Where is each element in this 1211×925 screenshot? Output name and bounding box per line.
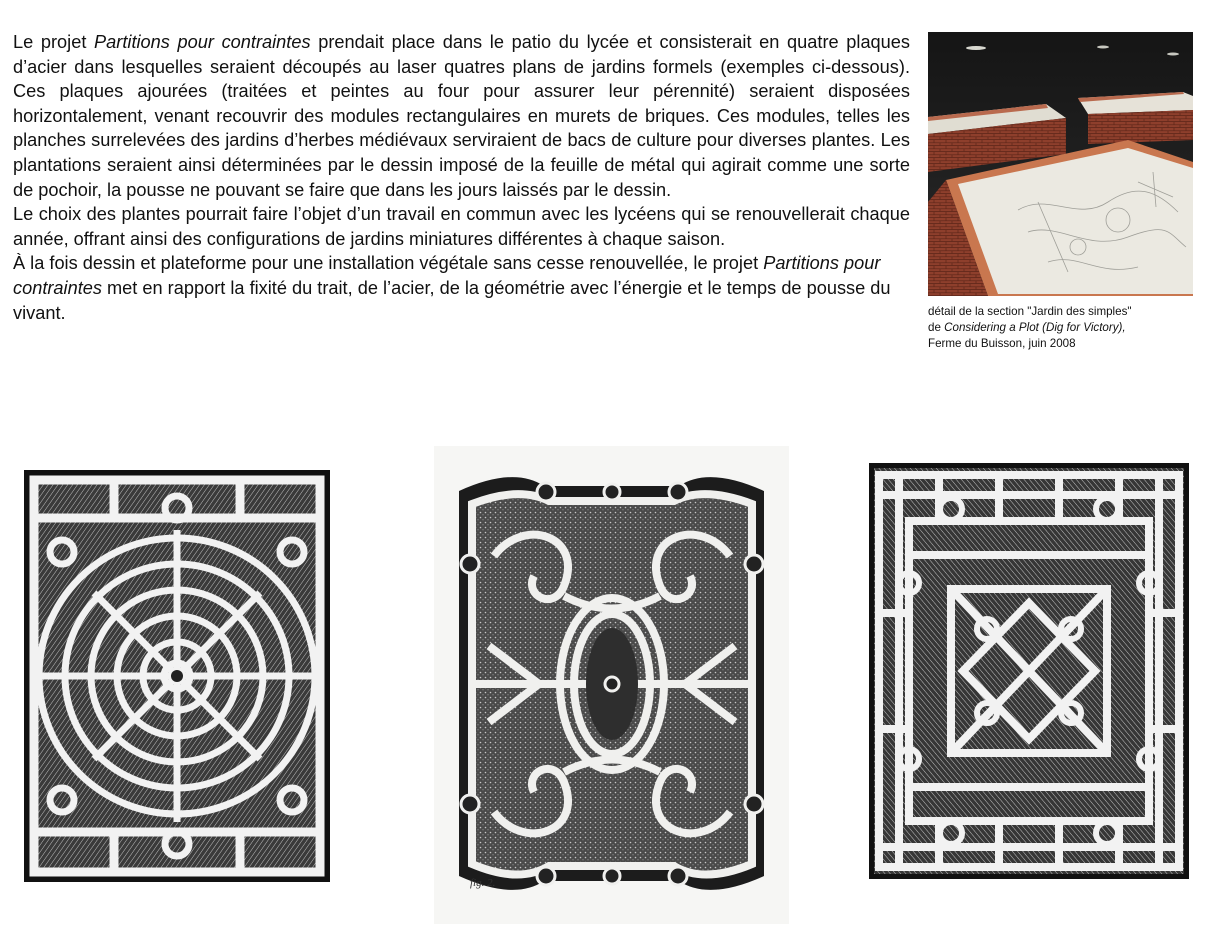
ceiling-light xyxy=(966,46,986,50)
paragraph-1: Le projet Partitions pour contraintes prendait place dans le patio du lycée et consisterait en quatre plaques d’acier dans lesquelles seraient découpés au laser quatres plans de jardins formels (exemples ci-dessous). Ces plaques ajourées (traitées et peintes au four pour assurer leur pérennité) seraient disposées horizontalement, venant recouvrir des modules rectangulaires en murets de briques. Ces modules, telles les planches surrelevées des jardins d’herbes médiévaux serviraient de bacs de culture pour diverses plantes. Les plantations seraient ainsi déterminées par le dessin imposé de la feuille de métal qui agirait comme une sorte de pochoir, la pousse ne pouvant se faire que dans les jours laissés par le dessin. xyxy=(13,32,910,200)
garden-plan-baroque xyxy=(434,446,789,924)
paragraph-3: À la fois dessin et plateforme pour une installation végétale sans cesse renouvellée, le projet Partitions pour contraintes met en rapport la fixité du trait, de l’acier, de la géométrie avec l’énergie et le temps de pousse du vivant. xyxy=(13,253,891,323)
garden-plan-knot xyxy=(869,463,1189,879)
photo-caption: détail de la section "Jardin des simples" de Considering a Plot (Dig for Victory), Ferme du Buisson, juin 2008 xyxy=(928,305,1132,350)
body-text xyxy=(13,30,910,325)
engraving-figure-mark: fig. 2. xyxy=(470,877,496,889)
installation-photo xyxy=(928,32,1193,296)
paragraph-2: Le choix des plantes pourrait faire l’objet d’un travail en commun avec les lycéens qui se renouvellerait chaque année, offrant ainsi des configurations de jardins miniatures différentes à chaque saison. xyxy=(13,204,910,249)
garden-plan-circular xyxy=(24,470,330,882)
